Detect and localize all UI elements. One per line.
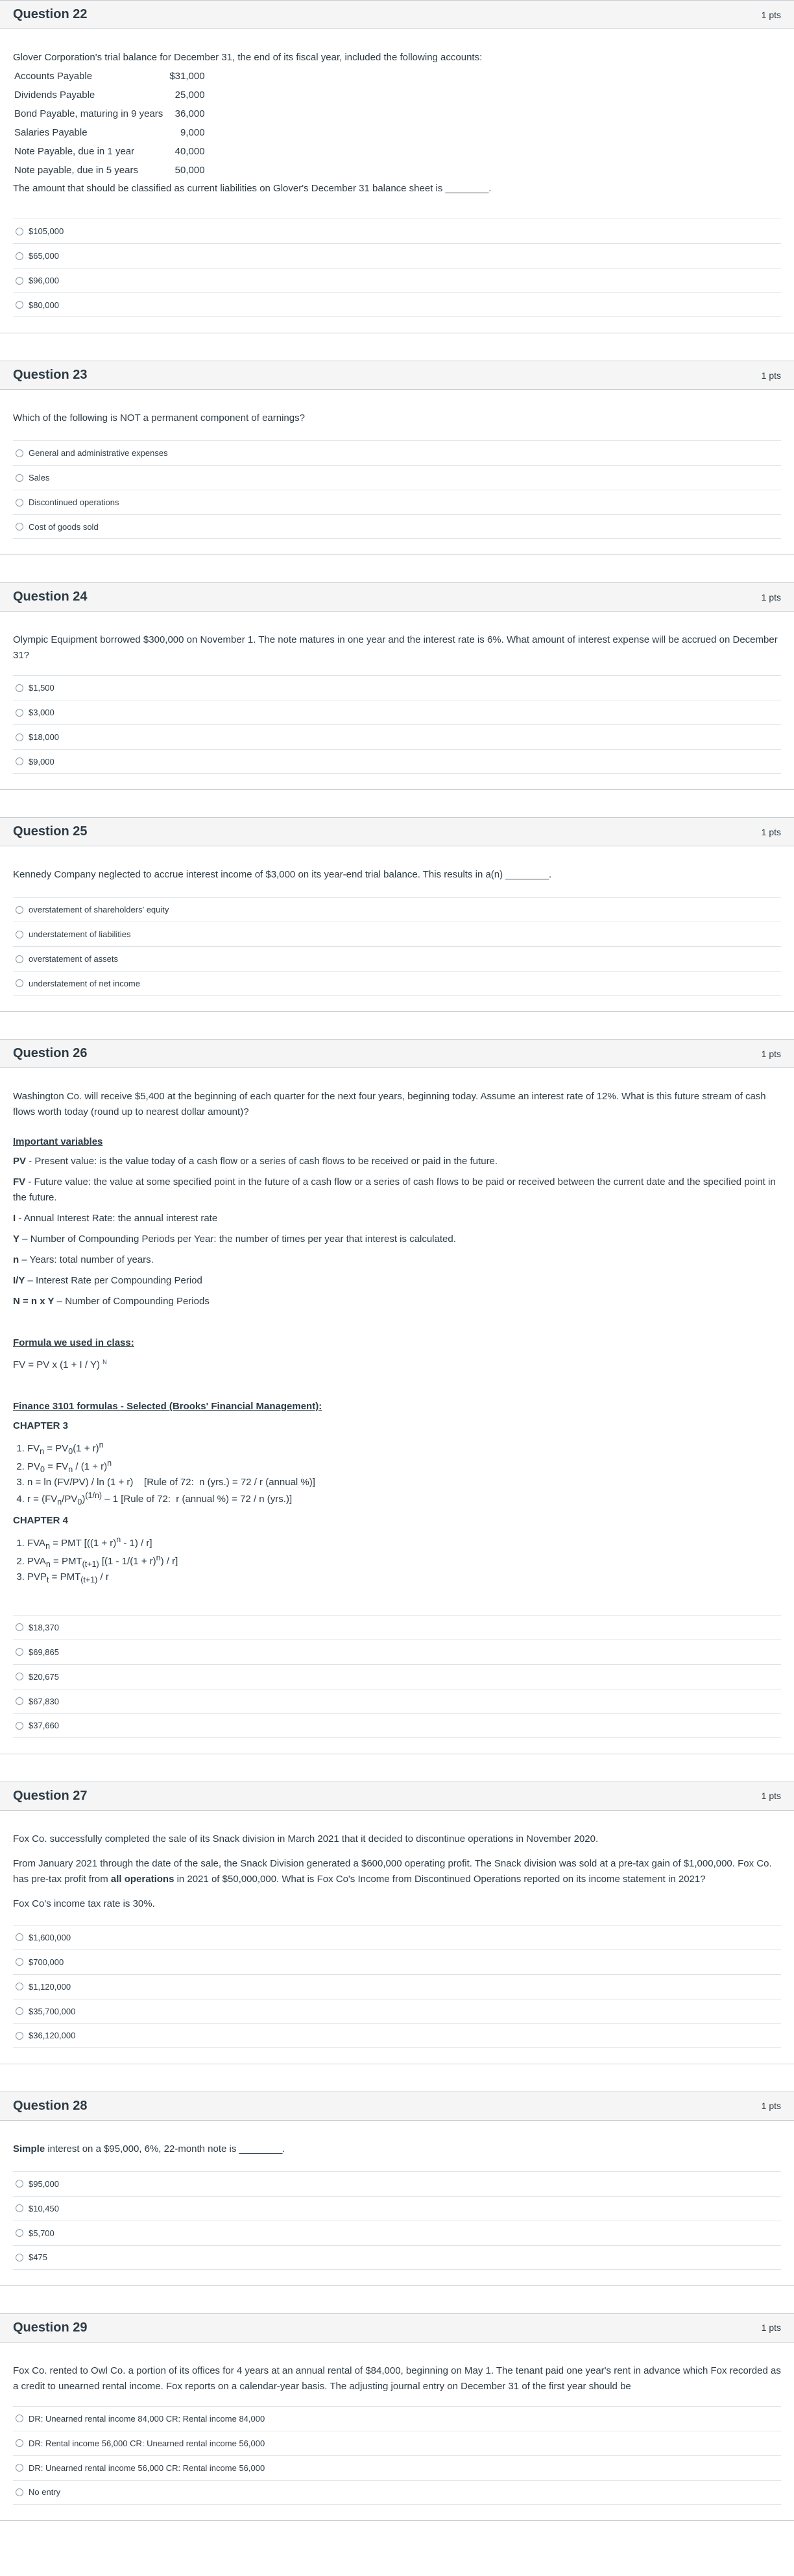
- answer-option[interactable]: [13, 749, 781, 774]
- answer-option[interactable]: [13, 243, 781, 268]
- question-prompt: The amount that should be classified as current liabilities on Glover's December 31 balance sheet is ________.: [13, 183, 492, 194]
- question-points: 1 pts: [761, 2101, 781, 2111]
- formula-heading: Formula we used in class:: [13, 1337, 134, 1348]
- radio-button[interactable]: [16, 2229, 23, 2237]
- answer-option[interactable]: [13, 2406, 781, 2431]
- question-header: [0, 1, 794, 29]
- answer-label: understatement of liabilities: [29, 929, 131, 939]
- answer-option[interactable]: [13, 2221, 781, 2245]
- answer-label: DR: Rental income 56,000 CR: Unearned rental income 56,000: [29, 2438, 265, 2448]
- answer-option[interactable]: [13, 1950, 781, 1974]
- answer-option[interactable]: [13, 490, 781, 514]
- formula-item: 3. n = ln (FV/PV) / ln (1 + r) [Rule of 72: n (yrs.) = 72 / r (annual %)]: [27, 1475, 781, 1490]
- chapter-3-formulas: [27, 1439, 781, 1508]
- table-cell: 50,000: [174, 165, 205, 176]
- radio-button[interactable]: [16, 757, 23, 765]
- answer-option[interactable]: [13, 1664, 781, 1689]
- question-prompt: Which of the following is NOT a permanent component of earnings?: [13, 412, 305, 423]
- answer-label: General and administrative expenses: [29, 448, 168, 458]
- variable-item: I/Y – Interest Rate per Compounding Period: [13, 1275, 202, 1286]
- answer-label: $36,120,000: [29, 2031, 76, 2040]
- question-points: 1 pts: [761, 1791, 781, 1801]
- question-text: [13, 1089, 781, 1586]
- answer-label: $1,120,000: [29, 1981, 71, 1992]
- radio-button[interactable]: [16, 1958, 23, 1966]
- radio-button[interactable]: [16, 1648, 23, 1656]
- radio-button[interactable]: [16, 979, 23, 987]
- radio-button[interactable]: [16, 2204, 23, 2212]
- question-prompt: Olympic Equipment borrowed $300,000 on November 1. The note matures in one year and the interest rate is 6%. What amount of interest expense will be accrued on December 31?: [13, 634, 778, 661]
- table-row: [13, 142, 206, 161]
- answer-option[interactable]: [13, 2196, 781, 2221]
- question-prompt: Fox Co. rented to Owl Co. a portion of its offices for 4 years at an annual rental of $84,000, beginning on May 1. The tenant paid one year's rent in advance which Fox recorded as a credit to unearned rental income. Fox reports on a calendar-year basis. The adjusting journal entry on December 31 of the first year should be: [13, 2365, 781, 2392]
- question-header: [0, 1782, 794, 1811]
- answer-option[interactable]: [13, 922, 781, 946]
- answer-label: $10,450: [29, 2203, 59, 2213]
- answer-label: $69,865: [29, 1647, 59, 1657]
- answer-label: $5,700: [29, 2228, 54, 2238]
- answer-label: Cost of goods sold: [29, 521, 99, 532]
- question-spacer: [0, 333, 794, 361]
- question-title: Question 25: [13, 824, 88, 839]
- table-cell: Note payable, due in 5 years: [14, 165, 138, 176]
- question-28: [0, 2092, 794, 2286]
- radio-button[interactable]: [16, 1722, 23, 1730]
- question-header: [0, 361, 794, 390]
- question-points: 1 pts: [761, 9, 781, 20]
- table-cell: 40,000: [174, 146, 205, 157]
- radio-button[interactable]: [16, 499, 23, 507]
- radio-button[interactable]: [16, 2180, 23, 2188]
- answer-option[interactable]: [13, 1999, 781, 2023]
- table-cell: Note Payable, due in 1 year: [14, 146, 135, 157]
- answer-list: [13, 2406, 781, 2505]
- question-title: Question 27: [13, 1788, 88, 1803]
- radio-button[interactable]: [16, 2488, 23, 2496]
- answer-label: $18,370: [29, 1622, 59, 1632]
- radio-button[interactable]: [16, 733, 23, 741]
- answer-label: $80,000: [29, 300, 59, 310]
- answer-option[interactable]: [13, 971, 781, 996]
- question-spacer: [0, 1754, 794, 1782]
- radio-button[interactable]: [16, 2439, 23, 2447]
- question-title: Question 28: [13, 2098, 88, 2113]
- chapter-4-heading: CHAPTER 4: [13, 1515, 69, 1527]
- radio-button[interactable]: [16, 449, 23, 457]
- formula-item: 4. $r = (FV_n/PV_0)^{(1/n)} - 1$ [Rule of 72: r (annual %) = 72 / n (yrs.)]: [27, 1490, 781, 1508]
- answer-list: [13, 897, 781, 996]
- answer-option[interactable]: [13, 724, 781, 749]
- table-cell: Bond Payable, maturing in 9 years: [14, 108, 163, 119]
- answer-list: [13, 1615, 781, 1738]
- answer-option[interactable]: [13, 268, 781, 292]
- formula-item: 2. $PV_0 = FV_n / (1 + r)^n$: [27, 1457, 781, 1475]
- table-cell: Salaries Payable: [14, 127, 88, 138]
- answer-label: $475: [29, 2252, 47, 2262]
- answer-option[interactable]: [13, 440, 781, 465]
- question-29: [0, 2313, 794, 2521]
- question-header: [0, 2092, 794, 2121]
- question-points: 1 pts: [761, 591, 781, 602]
- question-title: Question 24: [13, 590, 88, 604]
- formula-item: 3. $PVP_t = PMT_{(t+1)} / r$: [27, 1570, 781, 1586]
- radio-button[interactable]: [16, 1983, 23, 1990]
- answer-label: understatement of net income: [29, 978, 140, 988]
- variable-item: n – Years: total number of years.: [13, 1254, 154, 1265]
- radio-button[interactable]: [16, 931, 23, 938]
- table-cell: Dividends Payable: [14, 89, 95, 101]
- variable-item: I - Annual Interest Rate: the annual interest rate: [13, 1213, 218, 1224]
- answer-list: [13, 219, 781, 317]
- question-prompt: Simple interest on a $95,000, 6%, 22-month note is ________.: [13, 2143, 285, 2154]
- variable-item: Y – Number of Compounding Periods per Year: the number of times per year that interest is calculated.: [13, 1234, 456, 1245]
- answer-label: DR: Unearned rental income 84,000 CR: Rental income 84,000: [29, 2413, 265, 2424]
- answer-label: $700,000: [29, 1957, 64, 1967]
- variable-item: PV - Present value: is the value today of a cash flow or a series of cash flows to be received or paid in the future.: [13, 1156, 498, 1167]
- question-header: [0, 1040, 794, 1068]
- radio-button[interactable]: [16, 709, 23, 717]
- answer-label: $1,500: [29, 683, 54, 693]
- question-paragraph: From January 2021 through the date of the sale, the Snack Division generated a $600,000 operating profit. The Snack division was sold at a pre-tax gain of $1,000,000. Fox Co. has pre-tax profit from all operations in 2021 of $50,000,000. What is Fox Co's Income from Discontinued Operations reported on its income statement in 2021?: [13, 1857, 772, 1885]
- question-header: [0, 583, 794, 612]
- radio-button[interactable]: [16, 1673, 23, 1680]
- question-title: Question 22: [13, 7, 88, 21]
- answer-option[interactable]: [13, 1689, 781, 1713]
- answer-label: $3,000: [29, 708, 54, 717]
- table-row: [13, 86, 206, 104]
- question-paragraph: Fox Co's income tax rate is 30%.: [13, 1898, 155, 1909]
- table-row: [13, 104, 206, 123]
- table-cell: 9,000: [180, 127, 205, 138]
- answer-option[interactable]: [13, 946, 781, 971]
- answer-option[interactable]: [13, 897, 781, 922]
- table-cell: 36,000: [174, 108, 205, 119]
- radio-button[interactable]: [16, 1697, 23, 1705]
- question-spacer: [0, 2286, 794, 2313]
- question-text: [13, 1831, 781, 1912]
- question-spacer: [0, 555, 794, 582]
- question-title: Question 26: [13, 1046, 88, 1060]
- answer-option[interactable]: [13, 219, 781, 243]
- answer-option[interactable]: [13, 292, 781, 317]
- question-23: [0, 361, 794, 555]
- table-cell: $31,000: [169, 71, 205, 82]
- answer-option[interactable]: [13, 2023, 781, 2048]
- question-points: 1 pts: [761, 370, 781, 381]
- answer-option[interactable]: [13, 1640, 781, 1664]
- answer-list: [13, 2171, 781, 2270]
- question-27: [0, 1782, 794, 2064]
- radio-button[interactable]: [16, 2415, 23, 2422]
- question-26: [0, 1039, 794, 1754]
- answer-label: $37,660: [29, 1721, 59, 1730]
- question-24: [0, 582, 794, 790]
- radio-button[interactable]: [16, 2032, 23, 2040]
- answer-label: DR: Unearned rental income 56,000 CR: Rental income 56,000: [29, 2463, 265, 2473]
- answer-option[interactable]: [13, 675, 781, 700]
- table-row: [13, 67, 206, 86]
- table-row: [13, 161, 206, 180]
- question-intro: Glover Corporation's trial balance for December 31, the end of its fiscal year, included the following accounts:: [13, 52, 483, 63]
- question-title: Question 29: [13, 2320, 88, 2335]
- radio-button[interactable]: [16, 228, 23, 235]
- answer-label: $20,675: [29, 1671, 59, 1682]
- answer-label: $35,700,000: [29, 2006, 76, 2016]
- question-text: [13, 50, 781, 197]
- answer-list: [13, 1925, 781, 2048]
- answer-label: overstatement of assets: [29, 954, 119, 964]
- answer-label: Discontinued operations: [29, 497, 119, 507]
- answer-label: $18,000: [29, 732, 59, 742]
- answer-option[interactable]: [13, 700, 781, 724]
- answer-label: Sales: [29, 473, 50, 483]
- radio-button[interactable]: [16, 1623, 23, 1631]
- question-points: 1 pts: [761, 826, 781, 837]
- variable-item: FV - Future value: the value at some specified point in the future of a cash flow or a series of cash flows to be paid or received between the current date and the specified point in the future.: [13, 1176, 776, 1203]
- answer-list: [13, 440, 781, 539]
- chapter-4-formulas: [27, 1534, 781, 1586]
- answer-option[interactable]: [13, 2171, 781, 2196]
- radio-button[interactable]: [16, 906, 23, 914]
- formula-line: FV = PV x (1 + I / Y) $^N$: [13, 1359, 107, 1370]
- answer-option[interactable]: [13, 1615, 781, 1640]
- radio-button[interactable]: [16, 523, 23, 531]
- question-title: Question 23: [13, 368, 88, 382]
- question-spacer: [0, 790, 794, 817]
- answer-label: $67,830: [29, 1696, 59, 1706]
- answer-label: $95,000: [29, 2178, 59, 2189]
- answer-option[interactable]: [13, 2245, 781, 2270]
- answer-list: [13, 675, 781, 774]
- radio-button[interactable]: [16, 2254, 23, 2261]
- question-25: [0, 817, 794, 1012]
- radio-button[interactable]: [16, 2007, 23, 2015]
- answer-label: $65,000: [29, 251, 59, 261]
- question-points: 1 pts: [761, 2322, 781, 2333]
- answer-option[interactable]: [13, 514, 781, 539]
- question-points: 1 pts: [761, 1048, 781, 1059]
- question-paragraph: Fox Co. successfully completed the sale of its Snack division in March 2021 that it decided to discontinue operations in November 2020.: [13, 1833, 599, 1844]
- radio-button[interactable]: [16, 301, 23, 309]
- radio-button[interactable]: [16, 252, 23, 260]
- answer-option[interactable]: [13, 465, 781, 490]
- answer-label: overstatement of shareholders' equity: [29, 905, 169, 914]
- question-prompt: Kennedy Company neglected to accrue interest income of $3,000 on its year-end trial balance. This results in a(n) ________.: [13, 869, 552, 880]
- answer-option[interactable]: [13, 2480, 781, 2505]
- question-prompt: Washington Co. will receive $5,400 at the beginning of each quarter for the next four years, beginning today. Assume an interest rate of 12%. What is this future stream of cash flows worth today (round up to nearest dollar amount)?: [13, 1091, 766, 1117]
- table-cell: 25,000: [174, 89, 205, 101]
- radio-button[interactable]: [16, 1933, 23, 1941]
- variables-heading: Important variables: [13, 1136, 103, 1147]
- accounts-table: [13, 67, 206, 180]
- answer-label: $1,600,000: [29, 1932, 71, 1942]
- answer-label: $105,000: [29, 226, 64, 236]
- table-cell: Accounts Payable: [14, 71, 93, 82]
- answer-label: $96,000: [29, 276, 59, 285]
- finance-heading: Finance 3101 formulas - Selected (Brooks' Financial Management):: [13, 1401, 322, 1412]
- radio-button[interactable]: [16, 474, 23, 482]
- question-header: [0, 2314, 794, 2343]
- formula-item: 1. $FVA_n$ = PMT $[((1 + r)^n - 1) / r]$: [27, 1534, 781, 1552]
- table-row: [13, 123, 206, 142]
- radio-button[interactable]: [16, 2464, 23, 2472]
- question-spacer: [0, 1012, 794, 1039]
- radio-button[interactable]: [16, 955, 23, 963]
- variable-item: N = n x Y – Number of Compounding Periods: [13, 1296, 210, 1307]
- radio-button[interactable]: [16, 684, 23, 692]
- formula-item: 1. $FV_n = PV_0(1 + r)^n$: [27, 1439, 781, 1457]
- formula-item: 2. $PVA_n = PMT_{(t+1)}$ $[(1 - 1/(1 + r)^n) / r]$: [27, 1552, 781, 1570]
- answer-label: $9,000: [29, 756, 54, 767]
- question-header: [0, 818, 794, 846]
- answer-option[interactable]: [13, 1713, 781, 1738]
- answer-option[interactable]: [13, 2431, 781, 2455]
- answer-option[interactable]: [13, 2455, 781, 2480]
- question-spacer: [0, 2064, 794, 2092]
- question-22: [0, 0, 794, 333]
- answer-option[interactable]: [13, 1925, 781, 1950]
- chapter-3-heading: CHAPTER 3: [13, 1420, 69, 1431]
- answer-label: No entry: [29, 2487, 61, 2497]
- radio-button[interactable]: [16, 277, 23, 285]
- answer-option[interactable]: [13, 1974, 781, 1999]
